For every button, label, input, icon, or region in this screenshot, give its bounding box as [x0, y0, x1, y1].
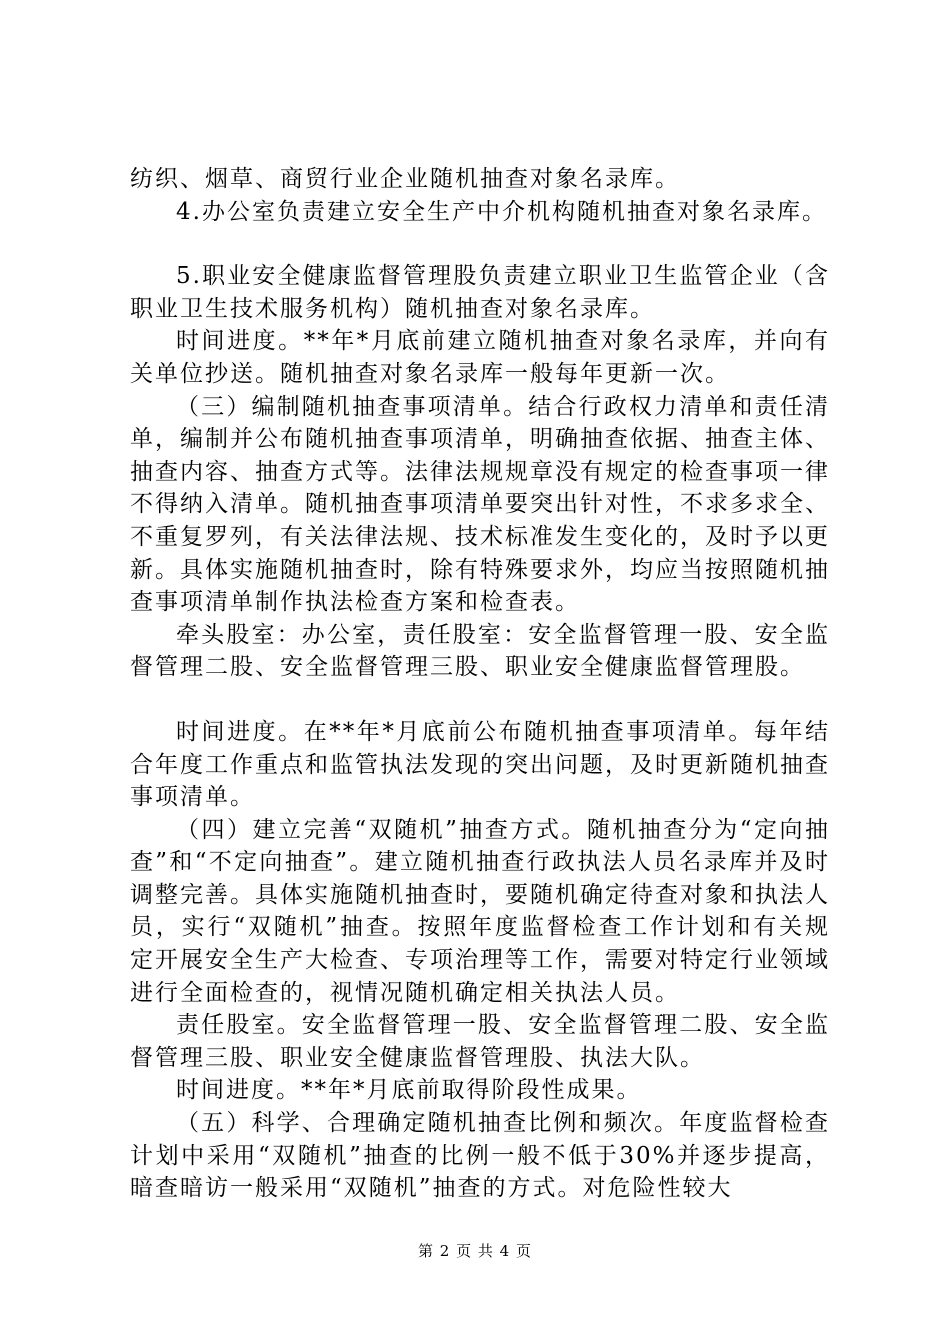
page-footer	[0, 1240, 950, 1261]
paragraph-item-5: 5.职业安全健康监督管理股负责建立职业卫生监管企业（含职业卫生技术服务机构）随机抽查对象名录库。	[130, 263, 830, 322]
paragraph-schedule-3: 时间进度。**年*月底前取得阶段性成果。	[176, 1077, 642, 1104]
paragraph-continuation: 纺织、烟草、商贸行业企业随机抽查对象名录库。	[130, 166, 680, 192]
paragraph-section-3: （三）编制随机抽查事项清单。结合行政权力清单和责任清单，编制并公布随机抽查事项清单，明确抽查依据、抽查主体、抽查内容、抽查方式等。法律法规规章没有规定的检查事项一律不得纳入清单。随机抽查事项清单要突出针对性，不求多求全、不重复罗列，有关法律法规、技术标准发生变化的，及时予以更新。具体实施随机抽查时，除有特殊要求外，均应当按照随机抽查事项清单制作执法检查方案和检查表。	[130, 393, 830, 616]
paragraph-section-5: （五）科学、合理确定随机抽查比例和频次。年度监督检查计划中采用“双随机”抽查的比例一般不低于30%并逐步提高，暗查暗访一般采用“双随机”抽查的方式。对危险性较大	[130, 1110, 830, 1202]
page-number-label: 第 2 页 共 4 页	[418, 1242, 532, 1260]
paragraph-item-4: 4.办公室负责建立安全生产中介机构随机抽查对象名录库。	[176, 198, 827, 225]
paragraph-responsible-2: 责任股室。安全监督管理一股、安全监督管理二股、安全监督管理三股、职业安全健康监督管理股、执法大队。	[130, 1012, 830, 1071]
document-body	[130, 163, 830, 1205]
paragraph-responsible-1: 牵头股室：办公室，责任股室：安全监督管理一股、安全监督管理二股、安全监督管理三股、职业安全健康监督管理股。	[130, 621, 830, 681]
paragraph-schedule-2: 时间进度。在**年*月底前公布随机抽查事项清单。每年结合年度工作重点和监管执法发现的突出问题，及时更新随机抽查事项清单。	[130, 718, 830, 811]
paragraph-schedule-1: 时间进度。**年*月底前建立随机抽查对象名录库，并向有关单位抄送。随机抽查对象名录库一般每年更新一次。	[130, 328, 830, 387]
paragraph-section-4: （四）建立完善“双随机”抽查方式。随机抽查分为“定向抽查”和“不定向抽查”。建立随机抽查行政执法人员名录库并及时调整完善。具体实施随机抽查时，要随机确定待查对象和执法人员，实行“双随机”抽查。按照年度监督检查工作计划和有关规定开展安全生产大检查、专项治理等工作，需要对特定行业领域进行全面检查的，视情况随机确定相关执法人员。	[130, 816, 830, 1006]
